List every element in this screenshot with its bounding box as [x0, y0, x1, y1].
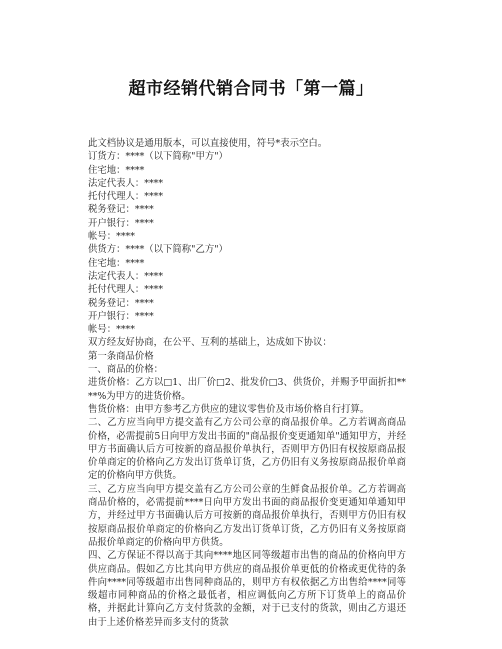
- supplier-agent: 托付代理人：****: [88, 284, 164, 296]
- clause-4-paragraph: 四、乙方保证不得以高于其向****地区同等级超市出售的商品的价格向甲方供应商品。假如乙方比其向甲方供应的商品报价单更低的价格或更优待的条件向****同等级超市出售同种商品的，则甲方有权依据乙方出售给****同等级超市同种商品的价格之最低者，相应调低向乙方所下订货单上的商品价格，并据此计算向乙方支付货款的金额，对于已支付的货款，则由乙方退还由于上述价格差异而多支付的货款: [88, 550, 406, 628]
- section-1-heading: 一、商品的价格：: [88, 364, 164, 376]
- document-body: [88, 137, 406, 629]
- supplier-tax: 税务登记：****: [88, 297, 154, 309]
- buyer-agent: 托付代理人：****: [88, 191, 164, 203]
- supplier-bank: 开户银行：****: [88, 310, 154, 322]
- buyer-label: 订货方：****（以下简称"甲方"）: [88, 151, 228, 163]
- supplier-account: 帐号：****: [88, 324, 135, 336]
- purchase-price-paragraph: 进货价格：乙方以□1、出厂价□2、批发价□3、供货价，并赐予甲面折扣****%为甲方的进货价格。: [88, 377, 406, 402]
- supplier-legal-rep: 法定代表人：****: [88, 270, 164, 282]
- buyer-account: 帐号：****: [88, 231, 135, 243]
- preamble: 双方经友好协商，在公平、互利的基础上，达成如下协议：: [88, 337, 332, 349]
- supplier-label: 供货方：****（以下简称"乙方"）: [88, 244, 228, 256]
- buyer-address: 住宅地：****: [88, 164, 145, 176]
- document-title: 超市经销代销合同书「第一篇」: [128, 79, 374, 99]
- supplier-address: 住宅地：****: [88, 257, 145, 269]
- clause-2-paragraph: 二、乙方应当向甲方提交盖有乙方公司公章的商品报价单。乙方若调高商品价格，必需提前5日向甲方发出书面的"商品报价变更通知单"通知甲方，并经甲方书面确认后方可按新的商品报价单执行，否则甲方仍旧有权按原商品报价单商定的价格向乙方发出订货单订货，乙方仍旧有义务按原商品报价单商定的价格向甲方供货。: [88, 417, 406, 482]
- buyer-legal-rep: 法定代表人：****: [88, 177, 164, 189]
- sale-price-paragraph: 售货价格：由甲方参考乙方供应的建议零售价及市场价格自行打算。: [88, 403, 370, 415]
- article-1-heading: 第一条商品价格: [88, 350, 154, 362]
- buyer-bank: 开户银行：****: [88, 217, 154, 229]
- clause-3-paragraph: 三、乙方应当向甲方提交盖有乙方公司公章的生鲜食品报价单。乙方若调高商品价格的，必需提前****日向甲方发出书面的商品报价变更通知单通知甲方，并经过甲方书面确认后方可按新的商品报价单执行，否则甲方仍旧有权按原商品报价单商定的价格向乙方发出订货单订货，乙方仍旧有义务按原商品报价单商定的价格向甲方供货。: [88, 483, 406, 548]
- buyer-tax: 税务登记：****: [88, 204, 154, 216]
- intro-line: 此文档协议是通用版本，可以直接使用，符号*表示空白。: [88, 138, 328, 149]
